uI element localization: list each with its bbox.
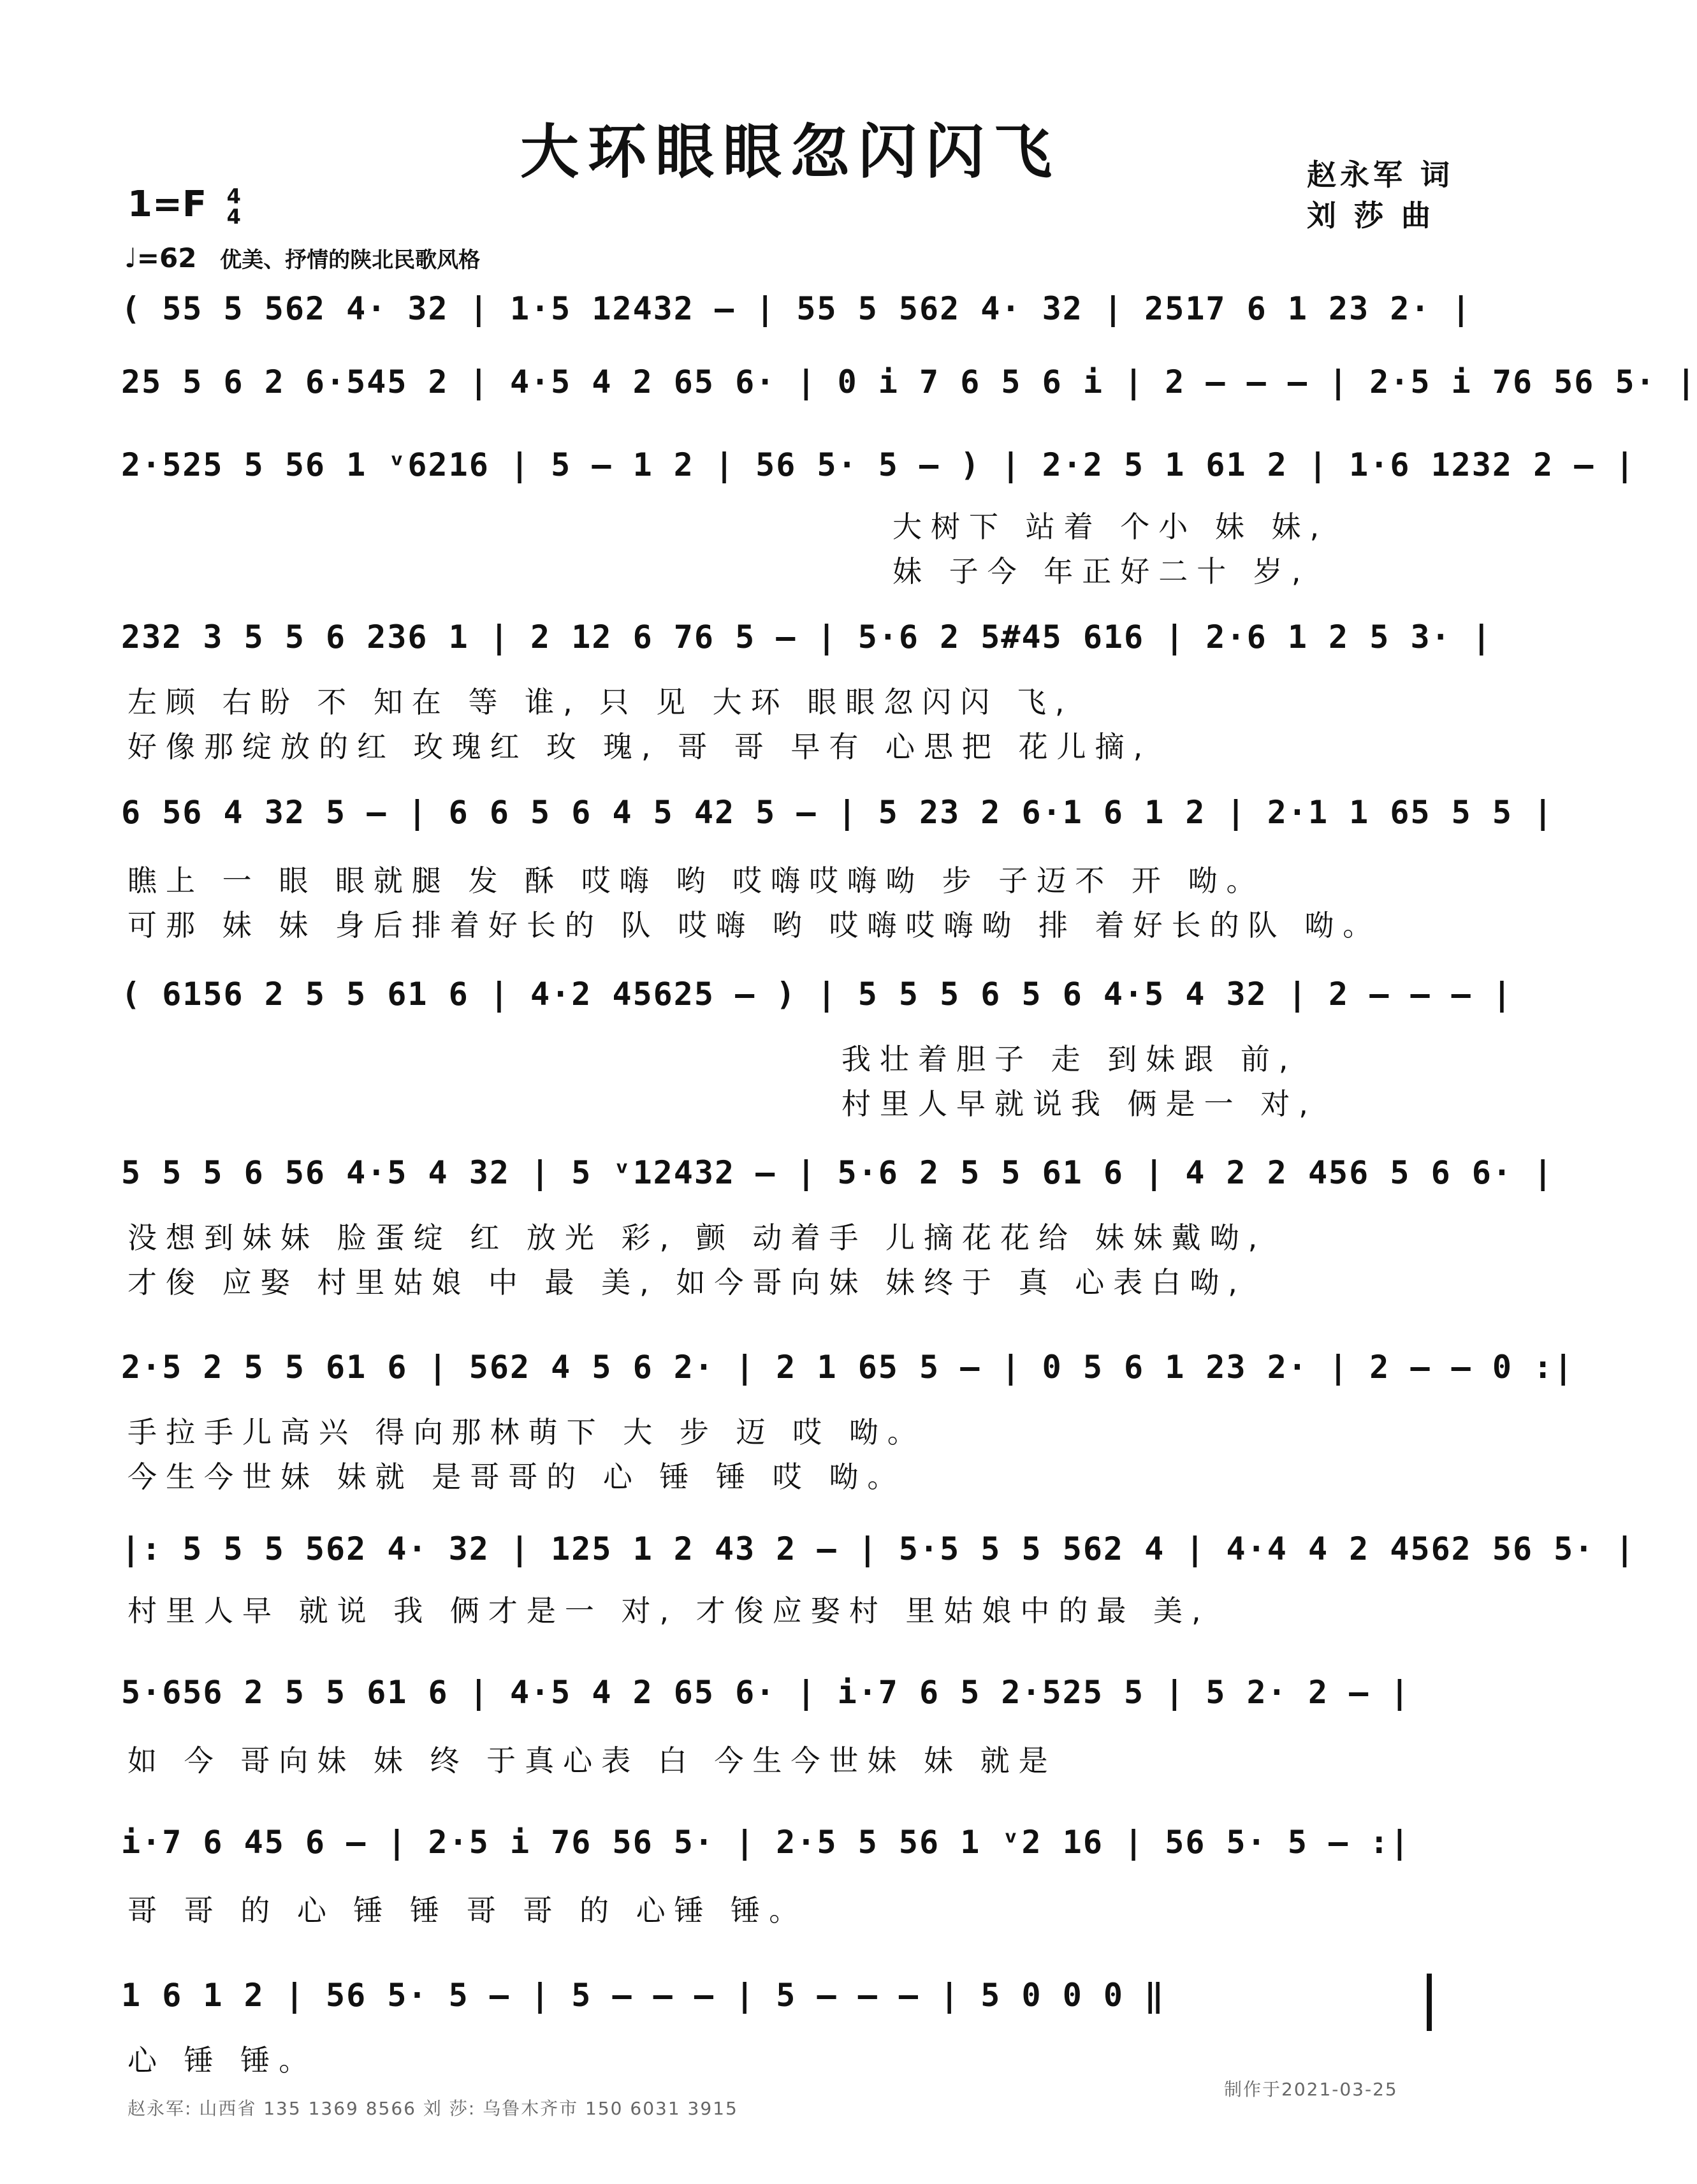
- score-line-3: 2·525 5 56 1 ᵛ6216 | 5 – 1 2 | 56 5· 5 – ) | 2·2 5 1 61 2 | 1·6 1232 2 – |: [121, 446, 1636, 483]
- tempo-style: 优美、抒情的陕北民歌风格: [220, 247, 481, 273]
- score-line-6: ( 6156 2 5 5 61 6 | 4·2 45625 – ) | 5 5 5 6 5 6 4·5 4 32 | 2 – – – |: [121, 976, 1513, 1013]
- lyric-line-5-verse-2: 可那 妹 妹 身后排着好长的 队 哎嗨 哟 哎嗨哎嗨呦 排 着好长的队 呦。: [127, 908, 1381, 942]
- score-line-8: 2·5 2 5 5 61 6 | 562 4 5 6 2· | 2 1 65 5 – | 0 5 6 1 23 2· | 2 – – 0 :|: [121, 1349, 1575, 1386]
- final-barline: [1427, 1974, 1432, 2031]
- lyric-line-7-verse-2: 才俊 应娶 村里姑娘 中 最 美, 如今哥向妹 妹终于 真 心表白呦,: [127, 1265, 1246, 1300]
- lyric-line-6-verse-2: 村里人早就说我 俩是一 对,: [841, 1087, 1317, 1121]
- score-line-5: 6 56 4 32 5 – | 6 6 5 6 4 5 42 5 – | 5 23 2 6·1 6 1 2 | 2·1 1 65 5 5 |: [121, 794, 1554, 831]
- time-top: 4: [226, 184, 241, 209]
- score-line-7: 5 5 5 6 56 4·5 4 32 | 5 ᵛ12432 – | 5·6 2 5 5 61 6 | 4 2 2 456 5 6 6· |: [121, 1154, 1554, 1191]
- score-line-2: 25 5 6 2 6·545 2 | 4·5 4 2 65 6· | 0 i 7 6 5 6 i | 2 – – – | 2·5 i 76 56 5· |: [121, 363, 1697, 400]
- lyric-line-5-verse-1: 瞧上 一 眼 眼就腿 发 酥 哎嗨 哟 哎嗨哎嗨呦 步 子迈不 开 呦。: [127, 863, 1265, 898]
- song-title: 大环眼眼忽闪闪飞: [520, 117, 1061, 186]
- footer-contacts: 赵永军: 山西省 135 1369 8566 刘 莎: 乌鲁木齐市 150 6031 3915: [127, 2098, 738, 2119]
- lyric-line-12: 心 锤 锤。: [127, 2043, 317, 2078]
- key-signature: [127, 184, 241, 227]
- time-bottom: 4: [226, 204, 241, 229]
- lyric-line-4-verse-2: 好像那绽放的红 玫瑰红 玫 瑰, 哥 哥 早有 心思把 花儿摘,: [127, 729, 1152, 764]
- key-label: 1=F: [127, 184, 207, 225]
- lyric-line-11: 哥 哥 的 心 锤 锤 哥 哥 的 心锤 锤。: [127, 1893, 808, 1928]
- lyric-line-8-verse-2: 今生今世妹 妹就 是哥哥的 心 锤 锤 哎 呦。: [127, 1460, 906, 1494]
- lyric-line-3-verse-2: 妹 子今 年正好二十 岁,: [892, 554, 1310, 589]
- time-signature: [227, 186, 241, 227]
- tempo-marking: [124, 242, 480, 274]
- lyric-line-4-verse-1: 左顾 右盼 不 知在 等 谁, 只 见 大环 眼眼忽闪闪 飞,: [127, 685, 1074, 719]
- score-line-4: 232 3 5 5 6 236 1 | 2 12 6 76 5 – | 5·6 2 5#45 616 | 2·6 1 2 5 3· |: [121, 619, 1492, 656]
- score-line-11: i·7 6 45 6 – | 2·5 i 76 56 5· | 2·5 5 56 1 ᵛ2 16 | 56 5· 5 – :|: [121, 1824, 1411, 1861]
- score-line-1: ( 55 5 562 4· 32 | 1·5 12432 – | 55 5 562 4· 32 | 2517 6 1 23 2· |: [121, 290, 1472, 327]
- lyric-line-9: 村里人早 就说 我 俩才是一 对, 才俊应娶村 里姑娘中的最 美,: [127, 1594, 1210, 1628]
- score-line-12: 1 6 1 2 | 56 5· 5 – | 5 – – – | 5 – – – | 5 0 0 0 ‖: [121, 1977, 1165, 2014]
- tempo-bpm: ♩=62: [124, 242, 197, 274]
- score-line-10: 5·656 2 5 5 61 6 | 4·5 4 2 65 6· | i·7 6 5 2·525 5 | 5 2· 2 – |: [121, 1674, 1411, 1711]
- lyric-line-3-verse-1: 大树下 站着 个小 妹 妹,: [892, 509, 1329, 544]
- lyric-line-10: 如 今 哥向妹 妹 终 于真心表 白 今生今世妹 妹 就是: [127, 1743, 1057, 1778]
- lyric-line-8-verse-1: 手拉手儿高兴 得向那林萌下 大 步 迈 哎 呦。: [127, 1415, 926, 1449]
- lyric-line-6-verse-1: 我壮着胆子 走 到妹跟 前,: [841, 1042, 1297, 1076]
- lyricist-credit: 赵永军 词: [1307, 158, 1454, 192]
- composer-credit: 刘 莎 曲: [1307, 198, 1435, 233]
- score-line-9: |: 5 5 5 562 4· 32 | 125 1 2 43 2 – | 5·5 5 5 562 4 | 4·4 4 2 4562 56 5· |: [121, 1530, 1636, 1567]
- footer-date: 制作于2021-03-25: [1224, 2079, 1398, 2100]
- lyric-line-7-verse-1: 没想到妹妹 脸蛋绽 红 放光 彩, 颤 动着手 儿摘花花给 妹妹戴呦,: [127, 1220, 1267, 1255]
